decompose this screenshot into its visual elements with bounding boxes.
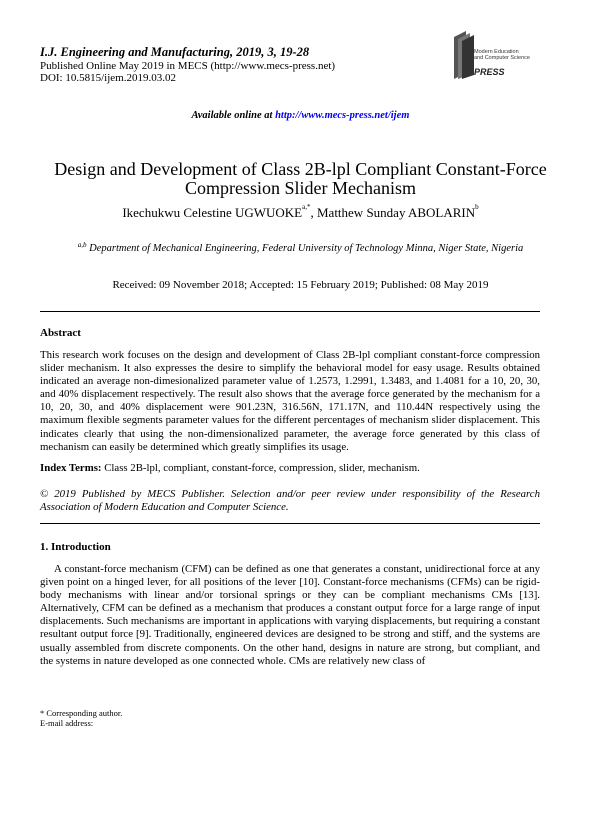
affiliation-text: Department of Mechanical Engineering, Federal University of Technology Minna, Niger State, Nigeria	[89, 243, 524, 254]
author-line	[0, 205, 601, 221]
author-1: Ikechukwu Celestine UGWUOKE	[122, 205, 303, 220]
author-separator: ,	[310, 205, 317, 220]
available-online-line	[0, 110, 601, 121]
journal-url-link[interactable]: http://www.mecs-press.net/ijem	[275, 110, 410, 121]
footnote-email: E-mail address:	[40, 718, 94, 728]
affiliation-mark: a,b	[77, 241, 87, 249]
abstract-body	[40, 349, 540, 454]
doi-line: DOI: 10.5815/ijem.2019.03.02	[40, 72, 176, 84]
affiliation	[0, 243, 601, 254]
copyright-notice: © 2019 Published by MECS Publisher. Selection and/or peer review under responsibility of the Research Association of Modern Education and Computer Science.	[40, 488, 540, 514]
book-icon	[452, 29, 476, 81]
author-1-affiliation-mark: a,*	[302, 203, 311, 211]
divider-bottom	[40, 523, 540, 524]
author-2: Matthew Sunday ABOLARIN	[316, 205, 476, 220]
footnote-corresponding: * Corresponding author.	[40, 708, 123, 718]
author-2-affiliation-mark: b	[475, 203, 479, 211]
index-terms	[40, 462, 540, 475]
abstract-heading: Abstract	[40, 327, 81, 339]
index-terms-text: Class 2B-lpl, compliant, constant-force, compression, slider, mechanism.	[101, 462, 420, 474]
published-online-line: Published Online May 2019 in MECS (http://www.mecs-press.net)	[40, 60, 336, 72]
publication-dates: Received: 09 November 2018; Accepted: 15 February 2019; Published: 08 May 2019	[112, 279, 489, 291]
available-online-label: Available online at	[191, 110, 276, 121]
divider-top	[40, 311, 540, 312]
logo-text-line2: and Computer Science	[474, 55, 530, 61]
mecs-press-logo	[452, 25, 552, 83]
abstract-text: This research work focuses on the design and development of Class 2B-lpl compliant constant-force compression slider mechanism. It also expresses the desire to simplify the behavioral model for easy usage. Results obtained indicated an average non-dimesionalized parameter value of 1.2573, 1.2991, 1.3483, and 1.4081 for a 10, 20, 30, and 40% displacement respectively. The result also shows that the average force generated by the mechanism for a 10, 20, 30, and 40% displacement were 901.23N, 316.56N, 171.17N, and 110.44N respectively using the maximum flexible segments parameter values for the different percentages of mechanism slider displacement. This indicates clearly that using the non-dimensionalized parameter, the average force generated by this class of mechanism can easily be determined which greatly simplifies its usage.	[40, 349, 540, 453]
index-terms-label: Index Terms:	[40, 462, 102, 474]
journal-citation: I.J. Engineering and Manufacturing, 2019, 3, 19-28	[40, 45, 310, 59]
logo-text-line1: Modern Education	[474, 49, 519, 55]
introduction-heading: 1. Introduction	[40, 541, 111, 553]
logo-press-text: PRESS	[474, 67, 505, 77]
introduction-body	[40, 563, 540, 668]
introduction-text: A constant-force mechanism (CFM) can be defined as one that generates a constant, unidirectional force at any given point on a hinged lever, for all positions of the lever [10]. Constant-force mechanisms (CFMs) can be rigid-body mechanisms with linear and/or torsional springs or they can be compliant mechanisms CMs [13]. Alternatively, CFM can be defined as a mechanism that produces a constant output force for a large range of input displacements. Such mechanisms are important in applications with varying displacements, but requiring a constant resultant output force [9]. Traditionally, engineered devices are designed to be strong and stiff, and the systems are usually assembled from discrete components. On the other hand, designs in nature are strong, but compliant, and the systems in nature developed as one connected whole. CMs are relatively new class of	[40, 563, 540, 667]
paper-title: Design and Development of Class 2B-lpl Compliant Constant-Force Compression Slider Mechanism	[54, 159, 547, 198]
